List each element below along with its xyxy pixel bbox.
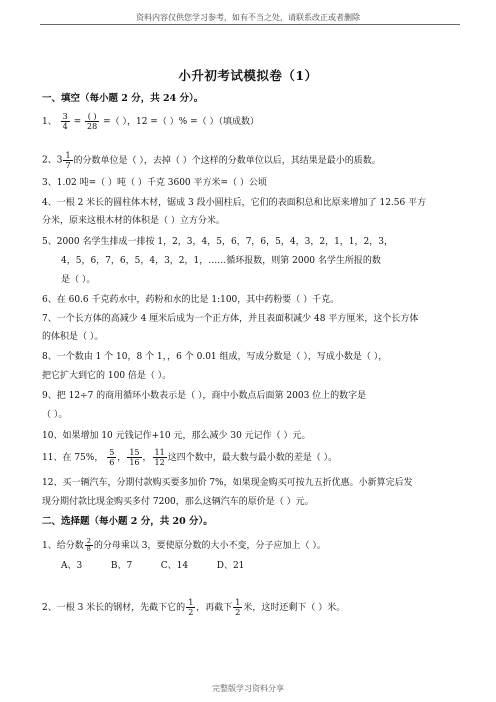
question-1 [42,112,259,131]
cq2-mid: ，再截下 [196,603,233,613]
q1-rest: =（ ），12 =（ ）% =（ ）（填成数） [103,117,259,127]
question-6: 6、在 60.6 千克药水中，药粉和水的比是 1:100，其中药粉要（ ）千克。 [42,295,340,305]
question-5-line3: 是（ ）。 [61,275,96,285]
q11-prefix: 11、在 75%， [42,453,104,463]
q2-prefix: 2、3 [42,155,63,166]
cq2-f2-den: 2 [235,608,241,617]
q11-fraction-1 [107,448,116,467]
question-7-line1: 7、一个长方体的高减少 4 厘米后成为一个正方体，并且表面积减少 48 平方厘米，这个长方体 [42,314,419,324]
choice-question-1 [42,538,326,553]
q11-fraction-2 [127,448,141,467]
q11-f1-num: 5 [109,448,115,457]
question-11: 11、在 75%， $\frac{5}{6}$ ， $\frac{15}{16}$ ， $\frac{11}{12}$ 这四个数中，最大数与最小数的差是（ ）。 [42,448,338,467]
section1-heading: 一、填空（每小题 2 分，共 24 分）。 [42,93,204,104]
question-9-line2: （ ）。 [42,410,68,420]
q11-f3-num: 11 [154,448,165,457]
question-3: 3、1.02 吨=（ ）吨（ ）千克 3600 平方米=（ ）公顷 [42,178,267,188]
cq2-rest: 米，这时还剩下（ ）米。 [243,603,346,613]
cq1-frac-num: 2 [86,537,91,545]
cq2-prefix: 2、一根 3 米长的钢材，先截下它的 [42,603,186,613]
q11-f2-den: 16 [129,458,140,467]
q11-rest: 这四个数中，最大数与最小数的差是（ ）。 [167,453,338,463]
q11-f2-num: 15 [129,448,140,457]
question-12-line2: 现分期付款比现金购买多付 7200，那么这辆汽车的原价是（ ）元。 [42,497,314,507]
cq1-prefix: 1、给分数 [42,541,84,551]
question-12-line1: 12、买一辆汽车，分期付款购买要多加价 7%，如果现金购买可按九五折优惠。小新算完后发 [42,478,413,488]
question-8-line2: 把它扩大到它的 100 倍是（ ）。 [42,371,172,381]
q11-f3-den: 12 [154,458,165,467]
q2-frac-num: 1 [65,151,71,160]
header-divider [40,24,460,25]
q1-frac-a-num: 3 [62,112,68,121]
question-4-line2: 分米，原来这根木材的体积是（ ）立方分米。 [42,216,225,226]
header-note: 资料内容仅供您学习参考，如有不当之处，请联系改正或者删除 [136,13,360,22]
choice-question-2 [42,598,345,617]
q2-rest: 的分数单位是（ ），去掉（ ）个这样的分数单位以后，其结果是最小的质数。 [73,156,381,166]
question-5-line1: 5、2000 名学生排成一排按 1，2，3，4，5，6，7，6，5，4，3，2，1，1，2，3， [42,237,393,247]
question-8-line1: 8、一个数由 1 个 10，8 个 1，，6 个 0.01 组成，写成分数是（ ），写成小数是（ ）， [42,352,388,362]
cq2-f1-num: 1 [188,598,194,607]
cq2-fraction-1 [186,598,195,617]
q1-frac-a-den: 4 [62,122,68,131]
q2-fraction [63,151,72,170]
cq1-rest: 的分母乘以 3，要使原分数的大小不变，分子应加上（ ）。 [93,541,326,551]
cq2-fraction-2 [233,598,242,617]
q1-equals: = [73,117,82,127]
q1-frac-b-den: 28 [87,122,98,131]
q1-fraction-a [61,112,70,131]
q1-fraction-b [85,112,99,131]
q11-f1-den: 6 [109,458,115,467]
question-10: 10、如果增加 10 元钱记作+10 元，那么减少 30 元记作（ ）元。 [42,431,311,441]
cq2-f1-den: 2 [188,608,194,617]
cq1-frac-den: 8 [86,545,91,553]
question-2 [42,151,381,170]
section2-heading: 二、选择题（每小题 2 分，共 20 分）。 [42,516,213,527]
q1-frac-b-num: ( ) [85,112,99,122]
q2-frac-den: 7 [65,161,71,170]
question-7-line2: 的体积是（ ）。 [42,332,104,342]
page-title: 小升初考试模拟卷（1） [178,68,318,83]
question-9-line1: 9、把 12÷7 的商用循环小数表示是（ ），商中小数点后面第 2003 位上的数字是 [42,391,367,401]
q1-number: 1、 [42,117,57,127]
cq1-fraction [85,538,93,553]
q11-fraction-3 [153,448,167,467]
choice-question-1-options: A、3 B、7 C、14 D、21 [61,561,245,571]
cq2-f2-num: 1 [235,598,241,607]
footer-note: 完整版学习资料分享 [212,684,284,693]
question-4-line1: 4、一根 2 米长的圆柱体木材，锯成 3 段小圆柱后，它们的表面积总和比原来增加了 12.56 平方 [42,198,427,208]
question-5-line2: 4，5，6，7，6，5，4，3，2，1，……循环报数，则第 2000 名学生所报的数 [61,256,381,266]
